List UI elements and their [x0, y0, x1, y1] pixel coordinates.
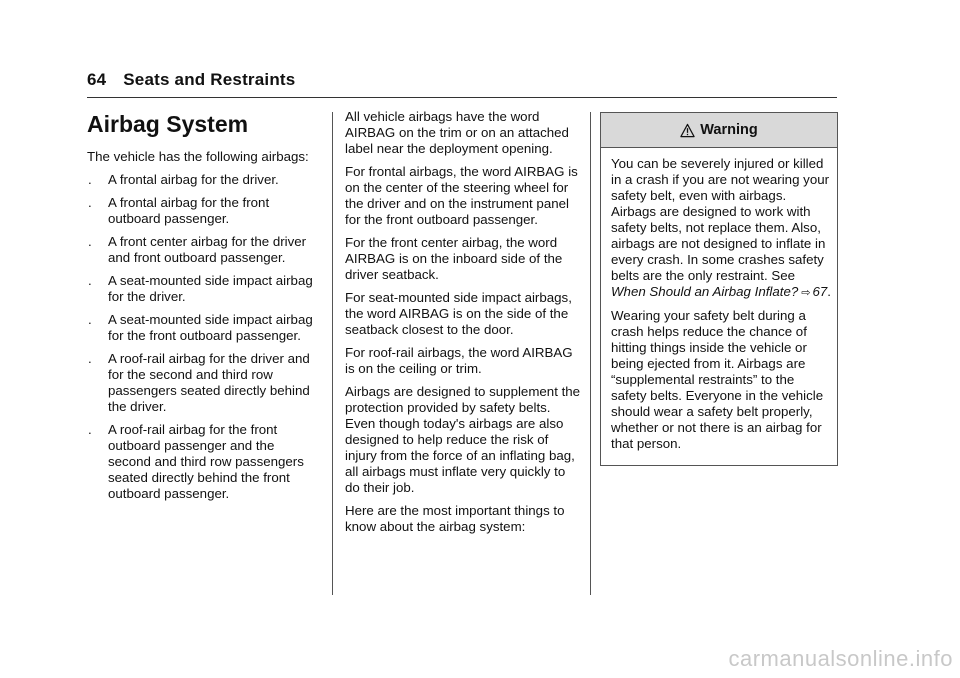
watermark: carmanualsonline.info [728, 646, 953, 671]
warning-paragraph-2: Wearing your safety belt during a crash helps reduce the chance of hitting things inside the vehicle or being ejected from it. Airbags are “supplemental restraints” to the safety belts. Everyone in the vehicle should wear a safety belt properly, whether or not there is an airbag for that person. [611, 308, 824, 451]
paragraph: For roof-rail airbags, the word AIRBAG is on the ceiling or trim. [345, 345, 573, 376]
list-item: . A frontal airbag for the front outboard passenger. [88, 195, 270, 226]
warning-box [600, 112, 838, 466]
paragraph: For the front center airbag, the word AIRBAG is on the inboard side of the driver seatback. [345, 235, 563, 282]
bullet-icon: . [88, 273, 92, 288]
list-item: . A seat-mounted side impact airbag for the driver. [88, 273, 313, 304]
column-divider-2 [590, 112, 591, 595]
page-reference-number[interactable]: 67 [812, 284, 828, 299]
list-item: . A roof-rail airbag for the front outboard passenger and the second and third row passengers seated directly behind the front outboard passenger. [88, 422, 304, 501]
list-item: . A frontal airbag for the driver. [88, 172, 279, 187]
warning-triangle-icon [680, 123, 695, 138]
bullet-icon: . [88, 172, 92, 187]
paragraph: For seat-mounted side impact airbags, the word AIRBAG is on the side of the seatback closest to the door. [345, 290, 572, 337]
column-divider-1 [332, 112, 333, 595]
intro-text: The vehicle has the following airbags: [87, 149, 309, 164]
bullet-icon: . [88, 195, 92, 210]
paragraph: Here are the most important things to know about the airbag system: [345, 503, 565, 534]
paragraph: Airbags are designed to supplement the protection provided by safety belts. Even though today's airbags are also designed to help reduce the risk of injury from the force of an inflating bag, all airbags must inflate very quickly to do their job. [345, 384, 581, 495]
column-3 [600, 112, 838, 466]
column-1 [87, 110, 315, 509]
warning-label: Warning [700, 122, 758, 138]
list-item: . A roof-rail airbag for the driver and for the second and third row passengers seated directly behind the driver. [88, 351, 310, 414]
cross-reference-link[interactable]: When Should an Airbag Inflate? [611, 284, 799, 299]
bullet-icon: . [88, 312, 92, 327]
bullet-icon: . [88, 234, 92, 249]
warning-body [601, 148, 837, 465]
page-reference-arrow-icon: ⇨ [801, 287, 811, 299]
page-number: 64 [87, 70, 107, 89]
list-item: . A seat-mounted side impact airbag for the front outboard passenger. [88, 312, 313, 343]
section-title-header: Seats and Restraints [123, 70, 296, 89]
page-header [87, 70, 295, 90]
paragraph: All vehicle airbags have the word AIRBAG on the trim or on an attached label near the deployment opening. [345, 109, 569, 156]
warning-header [601, 113, 837, 148]
bullet-icon: . [88, 351, 92, 366]
airbag-list [87, 172, 315, 502]
list-item: . A front center airbag for the driver and front outboard passenger. [88, 234, 307, 265]
header-rule [87, 97, 837, 98]
warning-paragraph-1: You can be severely injured or killed in a crash if you are not wearing your safety belt, even with airbags. Airbags are designed to work with safety belts, not replace them. Also, airbags are not designed to inflate in every crash. In some crashes safety belts are the only restraint. See When Should an Airbag Inflate? ⇨ 67. [611, 156, 831, 299]
bullet-icon: . [88, 422, 92, 437]
paragraph: For frontal airbags, the word AIRBAG is on the center of the steering wheel for the driver and on the instrument panel for the front outboard passenger. [345, 164, 578, 227]
column-2 [345, 109, 581, 542]
section-heading: Airbag System [87, 111, 249, 137]
